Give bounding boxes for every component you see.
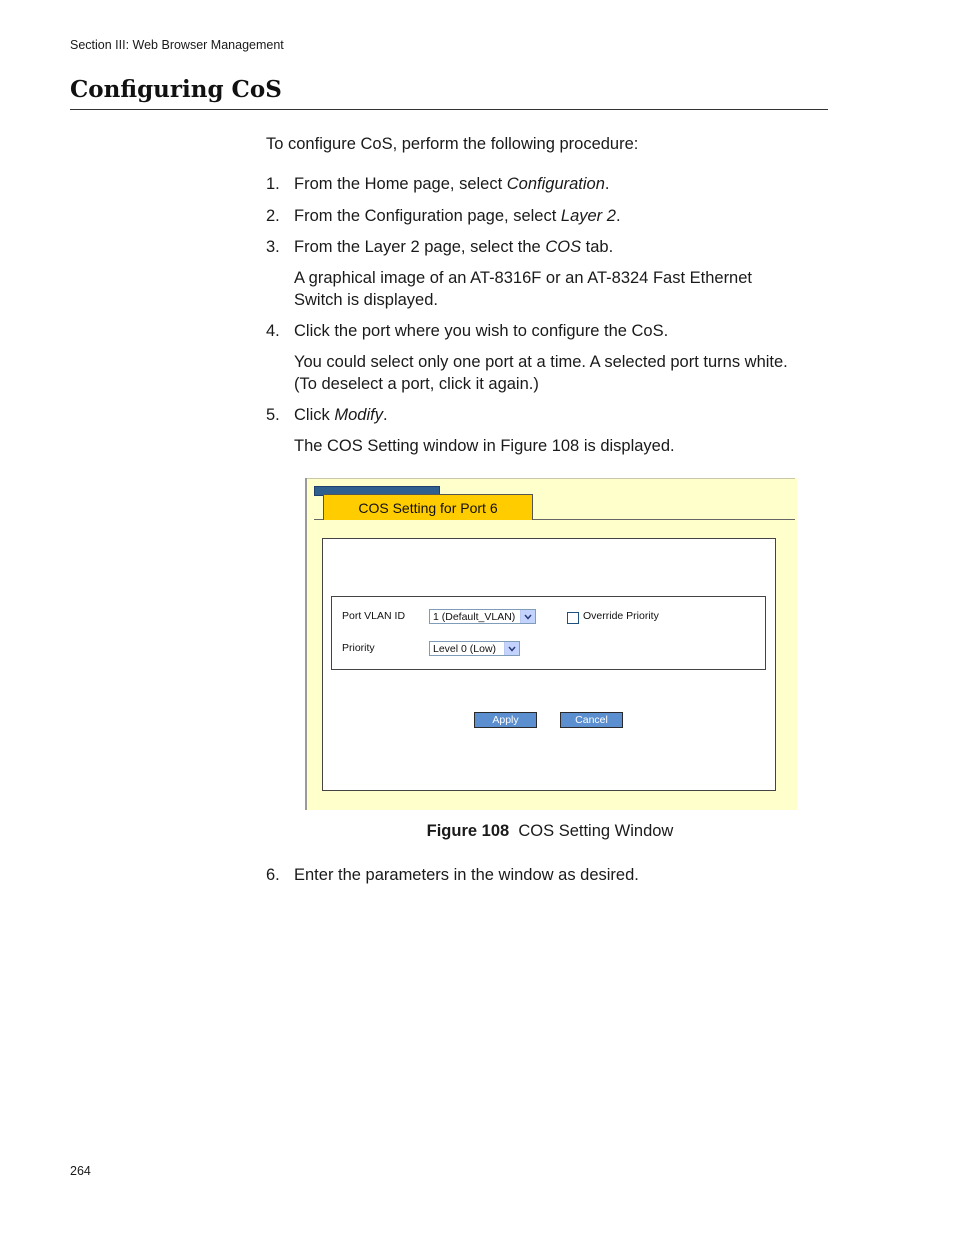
priority-label: Priority: [342, 642, 375, 654]
chevron-down-icon[interactable]: [520, 610, 535, 623]
step-5-note: The COS Setting window in Figure 108 is displayed.: [294, 437, 675, 455]
step-number: 6.: [266, 866, 280, 884]
tab-cos-setting[interactable]: COS Setting for Port 6: [323, 494, 533, 520]
port-vlan-label: Port VLAN ID: [342, 610, 406, 622]
step-number: 2.: [266, 207, 280, 225]
running-head: Section III: Web Browser Management: [70, 38, 284, 52]
figure-caption-text: COS Setting Window: [518, 822, 674, 840]
step-number: 3.: [266, 238, 280, 256]
chevron-down-icon[interactable]: [504, 642, 519, 655]
step-text: Enter the parameters in the window as desired.: [294, 866, 639, 884]
priority-value: Level 0 (Low): [433, 643, 497, 655]
figure-top-border: [307, 478, 795, 479]
step-text: From the Home page, select Configuration.: [294, 175, 610, 193]
step-3-note: A graphical image of an AT-8316F or an AT-8324 Fast Ethernet Switch is displayed.: [294, 269, 752, 309]
step-4-note: You could select only one port at a time. A selected port turns white. (To deselect a port, click it again.): [294, 353, 788, 393]
cancel-button[interactable]: Cancel: [560, 712, 623, 728]
priority-select[interactable]: [429, 641, 520, 656]
step-number: 4.: [266, 322, 280, 340]
title-rule: [70, 109, 828, 110]
port-vlan-value: 1 (Default_VLAN): [433, 611, 516, 623]
figure-number: Figure 108: [426, 822, 510, 840]
section-title: Configuring CoS: [70, 76, 282, 103]
apply-button[interactable]: Apply: [474, 712, 537, 728]
tab-underline: [533, 519, 795, 520]
step-number: 1.: [266, 175, 280, 193]
step-number: 5.: [266, 406, 280, 424]
tab-underline: [314, 519, 323, 520]
step-text: From the Configuration page, select Layer 2.: [294, 207, 621, 225]
page-number: 264: [70, 1164, 91, 1178]
figure-caption: [305, 822, 795, 841]
settings-box-left: [331, 596, 554, 670]
step-text: Click Modify.: [294, 406, 388, 424]
settings-box-right: [553, 596, 766, 670]
intro-text: To configure CoS, perform the following procedure:: [266, 135, 639, 153]
override-priority-label: Override Priority: [583, 610, 659, 622]
step-text: Click the port where you wish to configure the CoS.: [294, 322, 669, 340]
override-priority-checkbox[interactable]: [567, 612, 579, 624]
port-vlan-select[interactable]: [429, 609, 536, 624]
step-text: From the Layer 2 page, select the COS tab.: [294, 238, 614, 256]
